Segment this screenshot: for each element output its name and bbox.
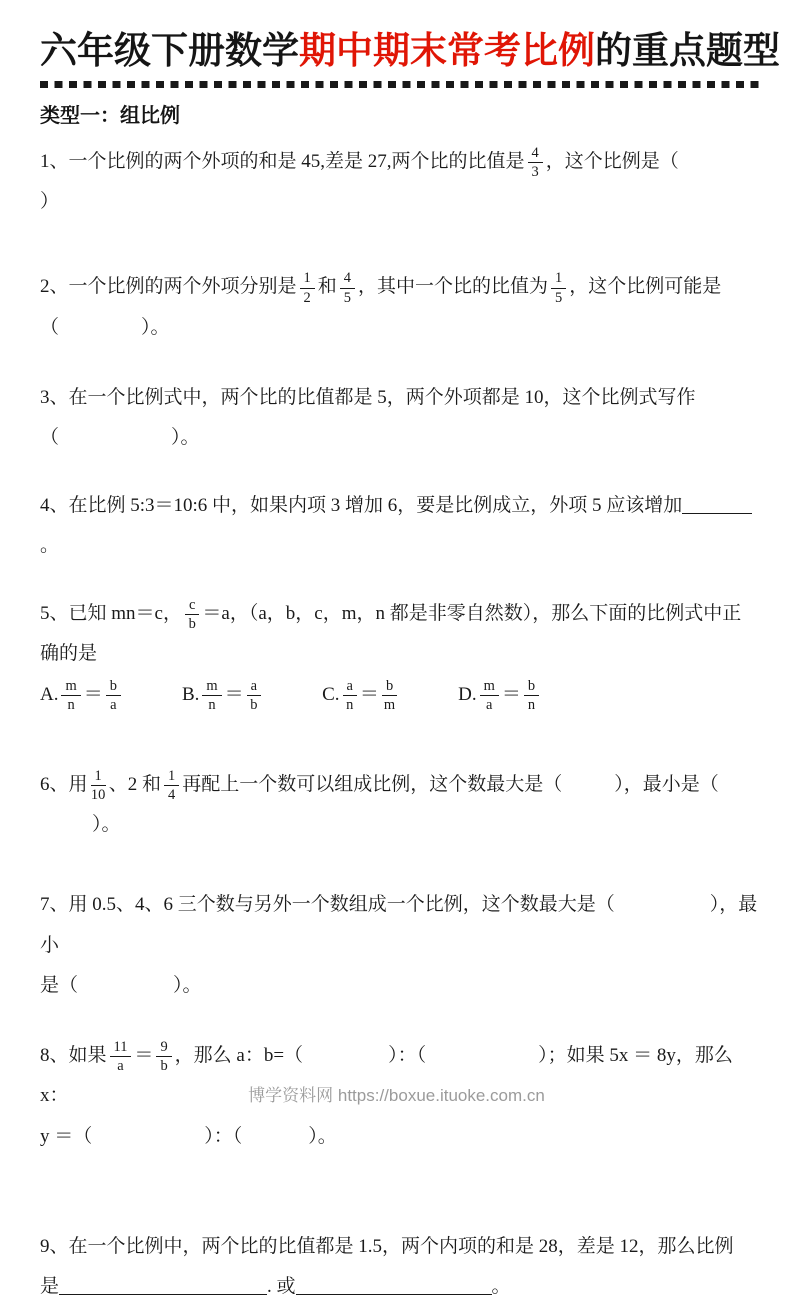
question-text: 9、在一个比例中，两个比的比值都是 1.5，两个内项的和是 28，差是 12，那么比例: [40, 1235, 734, 1257]
question-text: 4、在比例 5:3＝10:6 中，如果内项 3 增加 6，要是比例成立，外项 5 应该增加: [40, 494, 683, 516]
answer-blank-line: [59, 1276, 267, 1295]
fraction: $\frac{1}{10}$: [90, 767, 106, 803]
question-text: 再配上一个数可以组成比例，这个数最大是（: [182, 773, 563, 795]
fraction: $\frac{a}{n}$: [343, 678, 357, 713]
answer-space: [59, 332, 141, 333]
fraction: $\frac{1}{2}$: [300, 270, 315, 305]
question-text: ）：（: [388, 1045, 427, 1067]
question-text: （: [40, 427, 60, 449]
dotted-divider: [40, 81, 759, 88]
question-text: ），最小是（: [614, 773, 719, 795]
fraction: $\frac{a}{b}$: [247, 678, 261, 713]
section-heading-type-1: 类型一：组比例: [40, 104, 180, 127]
question-text: . 或: [267, 1276, 296, 1298]
question-text: 5、已知 mn＝c，: [40, 603, 182, 625]
fraction: $\frac{9}{b}$: [156, 1039, 171, 1074]
question-text: 7、用 0.5、4、6 三个数与另外一个数组成一个比例，这个数最大是（: [40, 894, 615, 916]
answer-space: [264, 699, 322, 700]
answer-space: [92, 1141, 204, 1142]
question-text: 。: [491, 1276, 511, 1298]
question-text: 和: [317, 276, 337, 298]
question-text: ）。: [308, 1125, 337, 1147]
question-text: ＝: [501, 683, 521, 705]
title-part-black-1: 六年级下册数学: [40, 30, 299, 71]
question-text: ＝a，（a，b，c，m，n 都是非零自然数），那么下面的比例式中正确的是: [40, 603, 742, 665]
question-1: [40, 142, 759, 223]
answer-blank-line: [296, 1276, 492, 1295]
question-9: [40, 1227, 759, 1308]
question-text: y ＝（: [40, 1125, 93, 1147]
question-text: D.: [458, 683, 477, 705]
fraction: $\frac{c}{b}$: [185, 597, 199, 632]
fraction: $\frac{b}{a}$: [106, 678, 121, 713]
answer-space: [426, 1060, 538, 1061]
answer-space: [242, 1141, 308, 1142]
answer-space: [615, 909, 710, 910]
question-2: [40, 267, 759, 348]
question-text: 、2 和: [108, 773, 161, 795]
fraction: $\frac{m}{n}$: [61, 678, 80, 713]
answer-space: [303, 1060, 388, 1061]
question-text: B.: [181, 683, 200, 705]
question-text: C.: [322, 683, 340, 705]
answer-space: [400, 699, 458, 700]
question-text: ）；如果 5x ＝ 8y，那么 x：: [40, 1045, 733, 1107]
question-text: ）。: [171, 427, 200, 449]
fraction: $\frac{1}{5}$: [551, 270, 566, 305]
fraction: $\frac{b}{m}$: [383, 677, 396, 713]
title-part-black-2: 的重点题型: [595, 30, 780, 71]
answer-blank-line: [682, 494, 752, 513]
question-text: 是: [40, 1276, 60, 1298]
fraction: $\frac{b}{n}$: [524, 678, 539, 713]
fraction: $\frac{m}{n}$: [202, 678, 221, 713]
question-text: （: [40, 316, 60, 338]
question-text: 是（: [40, 974, 79, 996]
question-text: 。: [40, 534, 60, 556]
question-text: ，那么 a：b=（: [174, 1045, 304, 1067]
fraction: $\frac{11}{a}$: [110, 1039, 132, 1074]
question-text: 2、一个比例的两个外项分别是: [40, 276, 297, 298]
question-text: ，这个比例是（: [545, 150, 679, 172]
question-text: ）。: [173, 974, 202, 996]
question-text: 6、用: [40, 773, 88, 795]
question-text: ＝: [359, 683, 379, 705]
question-4: [40, 486, 759, 567]
fraction: $\frac{1}{4}$: [164, 768, 179, 803]
question-text: ＝: [134, 1045, 154, 1067]
answer-space: [59, 442, 171, 443]
question-text: ）。: [92, 814, 121, 836]
question-text: ）：（: [204, 1125, 243, 1147]
question-text: A.: [40, 683, 59, 705]
question-text: ＝: [83, 683, 103, 705]
answer-space: [124, 699, 182, 700]
question-text: 8、如果: [40, 1045, 107, 1067]
question-7: [40, 885, 759, 1006]
question-text: 1、一个比例的两个外项的和是 45,差是 27,两个比的比值是: [40, 150, 525, 172]
fraction: $\frac{m}{a}$: [480, 678, 499, 713]
footer-watermark: 博学资料网 https://boxue.ituoke.com.cn: [248, 1086, 545, 1105]
question-text: 3、在一个比例式中，两个比的比值都是 5，两个外项都是 10，这个比例式写作: [40, 387, 696, 408]
question-text: ），最小: [40, 894, 758, 956]
page-title: [40, 26, 780, 76]
answer-space: [78, 990, 173, 991]
answer-space: [40, 829, 92, 830]
fraction: $\frac{4}{3}$: [528, 145, 543, 180]
question-text: ，其中一个比的比值为: [357, 276, 548, 298]
answer-space: [679, 166, 757, 167]
question-text: ＝: [224, 683, 244, 705]
question-text: ）。: [141, 316, 170, 338]
question-text: ，这个比例可能是: [569, 276, 722, 298]
title-part-red: 期中期末常考比例: [299, 30, 595, 71]
question-5: [40, 594, 759, 715]
question-3: [40, 378, 759, 459]
question-text: ）: [40, 191, 60, 213]
answer-space: [562, 789, 614, 790]
fraction: $\frac{4}{5}$: [340, 270, 355, 305]
question-6: [40, 765, 759, 846]
